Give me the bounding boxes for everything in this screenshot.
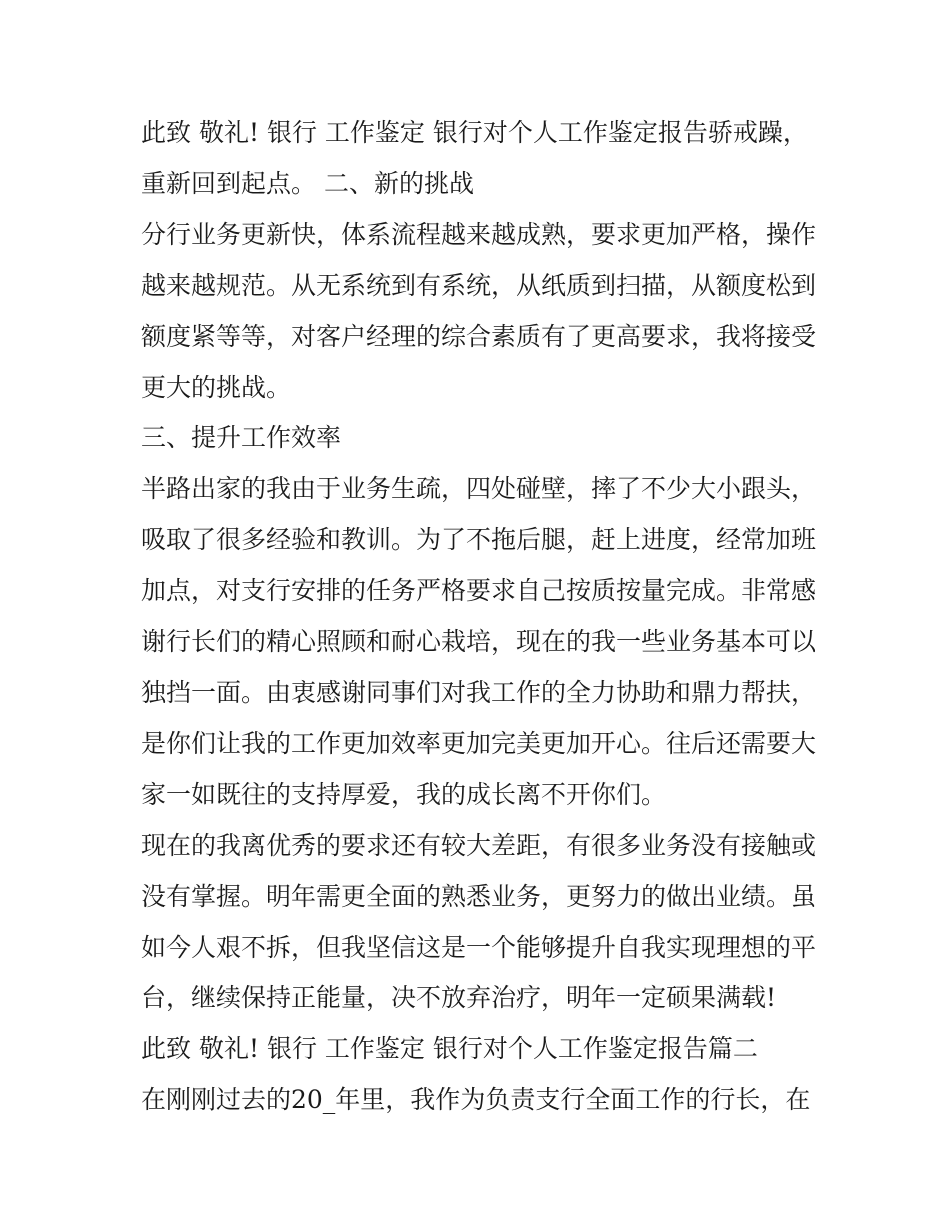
paragraph-part-two-heading: 此致 敬礼! 银行 工作鉴定 银行对个人工作鉴定报告篇二 (141, 1034, 758, 1064)
paragraph-section-two-heading: 重新回到起点。 二、新的挑战 (141, 168, 474, 198)
paragraph-new-challenges: 分行业务更新快，体系流程越来越成熟，要求更加严格，操作越来越规范。从无系统到有系统，从纸质到扫描，从额度松到额度紧等等，对客户经理的综合素质有了更高要求，我将接受更大的挑战。 (141, 219, 817, 402)
document-body (141, 108, 821, 1126)
paragraph-section-three-heading: 三、提升工作效率 (141, 423, 342, 453)
paragraph-part-two-intro: 在刚刚过去的20_年里，我作为负责支行全面工作的行长，在 (141, 1085, 811, 1115)
paragraph-closing-heading: 此致 敬礼! 银行 工作鉴定 银行对个人工作鉴定报告骄戒躁， (141, 118, 808, 147)
paragraph-work-efficiency: 半路出家的我由于业务生疏，四处碰壁，摔了不少大小跟头，吸取了很多经验和教训。为了不拖后腿，赶上进度，经常加班加点，对支行安排的任务严格要求自己按质按量完成。非常感谢行长们的精心照顾和耐心栽培，现在的我一些业务基本可以独挡一面。由衷感谢同事们对我工作的全力协助和鼎力帮扶，是你们让我的工作更加效率更加完美更加开心。往后还需要大家一如既往的支持厚爱，我的成长离不开你们。 (141, 474, 817, 809)
paragraph-future-goals: 现在的我离优秀的要求还有较大差距，有很多业务没有接触或没有掌握。明年需更全面的熟悉业务，更努力的做出业绩。虽如今人艰不拆，但我坚信这是一个能够提升自我实现理想的平台，继续保持正能量，决不放弃治疗，明年一定硕果满载! (141, 830, 817, 1013)
